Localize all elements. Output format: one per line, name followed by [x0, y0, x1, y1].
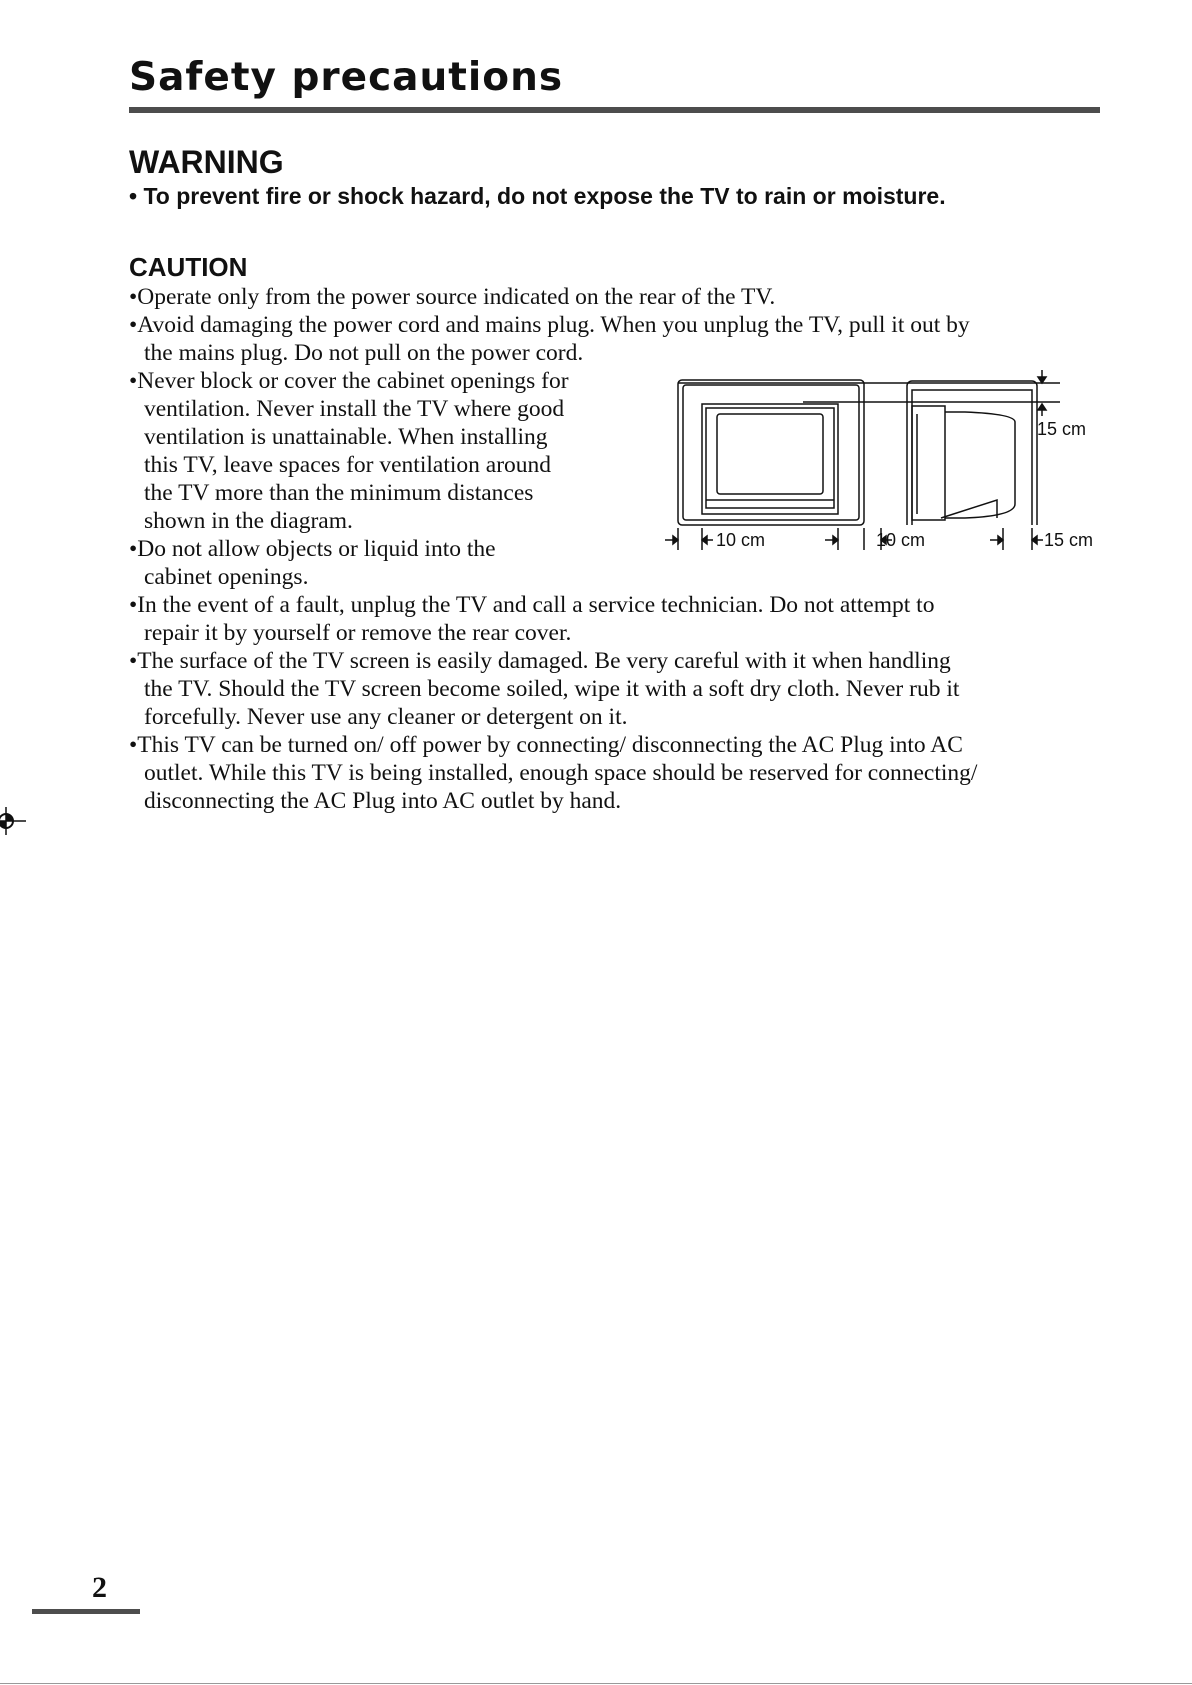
title-divider: [129, 107, 1100, 113]
warning-text: • To prevent fire or shock hazard, do not expose the TV to rain or moisture.: [129, 183, 946, 209]
page-title: Safety precautions: [129, 55, 564, 100]
right-clearance-label: 10 cm: [876, 530, 926, 550]
caution-heading: CAUTION: [129, 252, 248, 282]
page-number-rule: [32, 1609, 140, 1614]
rear-clearance-label: 15 cm: [1044, 530, 1094, 550]
caution-line: repair it by yourself or remove the rear cover.: [144, 620, 572, 646]
caution-item-screen-care: [129, 647, 959, 731]
tv-front: [702, 404, 838, 514]
caution-line: ventilation is unattainable. When installing: [144, 424, 548, 450]
caution-line: •Do not allow objects or liquid into the: [129, 536, 496, 562]
top-clearance-label: 15 cm: [1037, 419, 1087, 439]
ventilation-diagram: [665, 368, 1105, 558]
caution-line: the mains plug. Do not pull on the power cord.: [144, 340, 584, 366]
page-bottom-line: [0, 1683, 1192, 1684]
arrow-down-icon: [1038, 377, 1046, 383]
arrow-up-icon: [1038, 404, 1046, 410]
page-number: 2: [92, 1571, 107, 1604]
left-clearance-label: 10 cm: [716, 530, 766, 550]
caution-line: forcefully. Never use any cleaner or detergent on it.: [144, 704, 628, 730]
caution-line: shown in the diagram.: [144, 508, 353, 534]
tv-screen: [717, 414, 823, 494]
caution-item-objects: [129, 535, 496, 591]
caution-line: this TV, leave spaces for ventilation around: [144, 452, 552, 478]
caution-item-fault: [129, 591, 934, 647]
caution-item-power-cord: [129, 311, 970, 367]
caution-item-power-source: [129, 283, 775, 311]
caution-line: •Operate only from the power source indicated on the rear of the TV.: [129, 284, 776, 310]
registration-mark-icon: [0, 807, 28, 835]
caution-line: •Never block or cover the cabinet openings for: [129, 368, 569, 394]
caution-line: the TV. Should the TV screen become soiled, wipe it with a soft dry cloth. Never rub it: [144, 676, 960, 702]
caution-line: •Avoid damaging the power cord and mains plug. When you unplug the TV, pull it out by: [129, 312, 970, 338]
caution-line: •The surface of the TV screen is easily damaged. Be very careful with it when handling: [129, 648, 951, 674]
caution-line: •In the event of a fault, unplug the TV and call a service technician. Do not attempt to: [129, 592, 935, 618]
caution-line: outlet. While this TV is being installed, enough space should be reserved for connecting/: [144, 760, 978, 786]
caution-line: disconnecting the AC Plug into AC outlet by hand.: [144, 788, 622, 814]
warning-heading: WARNING: [129, 144, 284, 180]
caution-line: •This TV can be turned on/ off power by connecting/ disconnecting the AC Plug into AC: [129, 732, 963, 758]
caution-item-ventilation: [129, 367, 569, 535]
caution-line: cabinet openings.: [144, 564, 309, 590]
caution-line: ventilation. Never install the TV where good: [144, 396, 565, 422]
caution-item-ac-plug: [129, 731, 977, 815]
caution-line: the TV more than the minimum distances: [144, 480, 534, 506]
